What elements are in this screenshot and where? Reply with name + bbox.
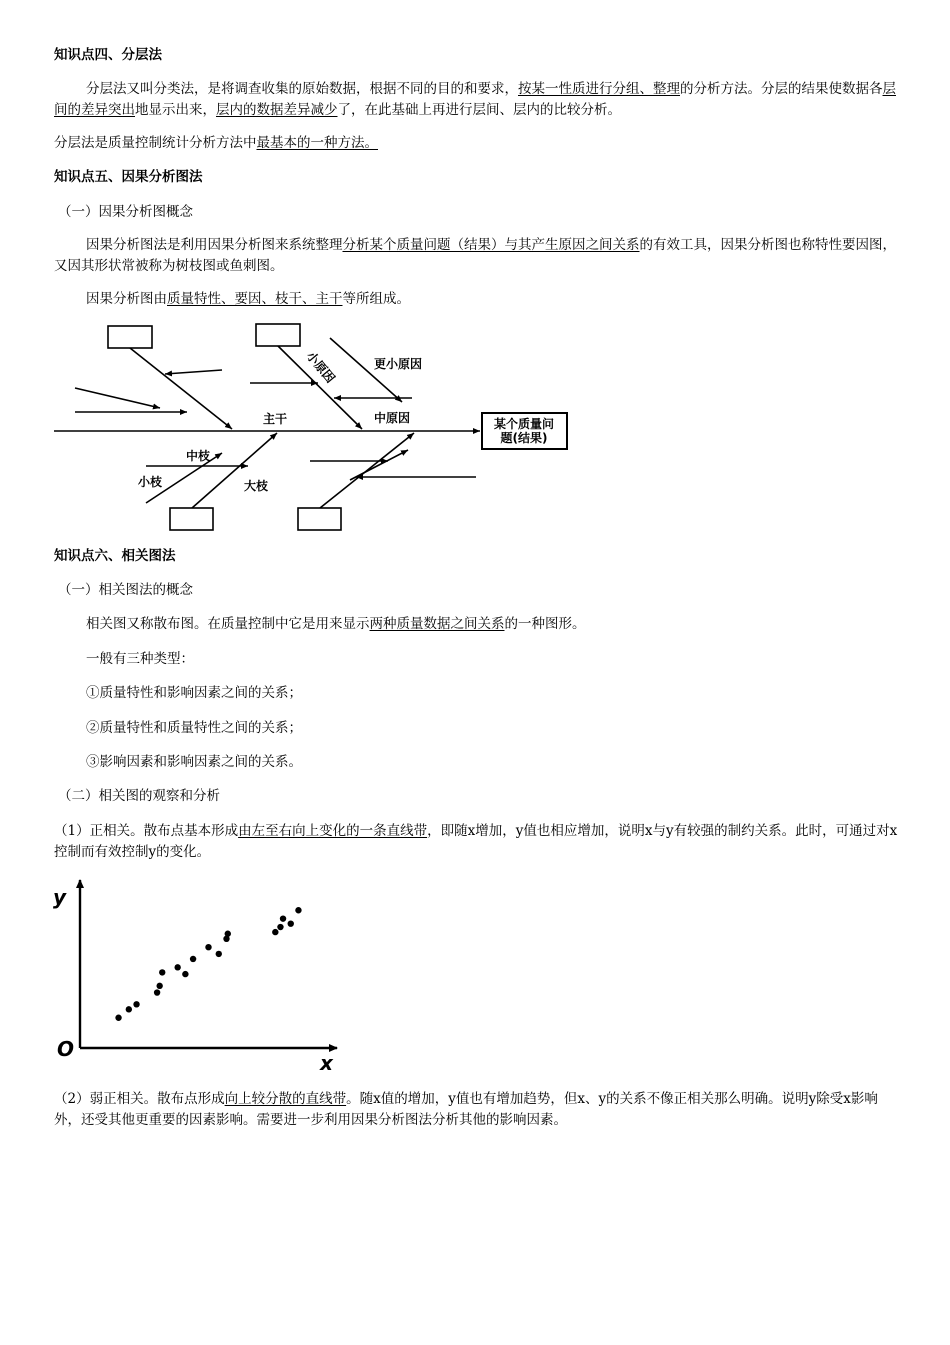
section-title: 知识点四、分层法	[54, 47, 162, 63]
scatter-point	[154, 989, 160, 995]
text: 了，在此基础上再进行层间、层内的比较分析。	[337, 102, 621, 118]
scatter-point	[174, 964, 180, 970]
label-middle-cause: 中原因	[374, 411, 411, 425]
text: 地显示出来，	[135, 102, 216, 118]
scatter-point	[159, 969, 165, 975]
section-title: 知识点六、相关图法	[54, 548, 176, 564]
text: 等所组成。	[342, 291, 410, 307]
result-label-line2: 题(结果)	[500, 431, 548, 445]
text: ，即随x增加，y值也相应增加，说明x与y有较强的制约关系。此时，可通过对x控制而有效控制y的变化。	[54, 823, 898, 860]
label-smaller-cause: 更小原因	[374, 357, 423, 371]
scatter-point	[295, 907, 301, 913]
paragraph	[54, 235, 900, 277]
cause-box	[298, 508, 341, 530]
scatter-point	[225, 931, 231, 937]
cause-box	[108, 326, 152, 348]
scatter-plot	[45, 872, 355, 1077]
label-small-cause: 小原因	[303, 348, 338, 386]
x-axis-label: x	[320, 1051, 333, 1075]
text: 。随x值的增加，y值也有增加趋势，但x、y的关系不像正相关那么明确。说明y除受x影响外，还受其他更重要的因素影响。需要进一步利用因果分析图法分析其他的影响因素。	[54, 1091, 878, 1128]
text: （1）正相关。散布点基本形成	[54, 823, 239, 839]
fishbone-diagram	[0, 318, 600, 536]
underlined-text: 向上较分散的直线带	[224, 1091, 347, 1107]
cause-box	[256, 324, 300, 346]
branch-arrow	[75, 388, 160, 408]
underlined-text: 分析某个质量问题（结果）与其产生原因之间关系	[342, 237, 640, 253]
scatter-point	[205, 944, 211, 950]
branch-arrow	[350, 450, 408, 480]
text: 的一种图形。	[504, 616, 586, 632]
text: 因果分析图法是利用因果分析图来系统整理	[86, 237, 343, 253]
paragraph	[54, 614, 900, 635]
underlined-text: 按某一性质进行分组、整理	[518, 81, 680, 97]
paragraph	[54, 1089, 900, 1131]
paragraph	[54, 79, 900, 121]
paragraph	[54, 133, 900, 154]
underlined-text: 两种质量数据之间关系	[369, 616, 505, 632]
section-title: 知识点五、因果分析图法	[54, 169, 203, 185]
paragraph	[54, 821, 900, 863]
text: （2）弱正相关。散布点形成	[54, 1091, 225, 1107]
text: 的分析方法。分层的结果使数据各	[680, 81, 883, 97]
scatter-point	[277, 924, 283, 930]
text: 的有效工具，因果分析图也称特性要因图，又因其形状常被称为树枝图或鱼刺图。	[54, 237, 896, 274]
scatter-point	[126, 1006, 132, 1012]
origin-label: O	[57, 1037, 75, 1061]
underlined-text: 层内的数据差异减少	[216, 102, 338, 118]
scatter-points	[115, 907, 301, 1021]
label-big-branch: 大枝	[244, 479, 269, 493]
label-middle-branch: 中枝	[186, 449, 211, 463]
branch-arrow	[165, 370, 222, 374]
scatter-point	[280, 915, 286, 921]
underlined-text: 最基本的一种方法。	[256, 135, 378, 151]
types-intro: 一般有三种类型：	[86, 651, 194, 667]
scatter-point	[216, 951, 222, 957]
scatter-point	[182, 971, 188, 977]
scatter-point	[156, 983, 162, 989]
scatter-point	[133, 1001, 139, 1007]
main-bone	[192, 433, 277, 508]
list-item: ③影响因素和影响因素之间的关系。	[86, 754, 302, 770]
text: 相关图又称散布图。在质量控制中它是用来显示	[86, 616, 370, 632]
paragraph	[54, 289, 900, 310]
main-bone	[130, 348, 232, 429]
label-small-branch: 小枝	[138, 475, 163, 489]
scatter-point	[190, 956, 196, 962]
underlined-text: 质量特性、要因、枝干、主干	[167, 291, 343, 307]
text: 分层法又叫分类法，是将调查收集的原始数据，根据不同的目的和要求，	[86, 81, 518, 97]
result-label-line1: 某个质量问	[493, 417, 555, 431]
y-axis-label: y	[53, 885, 67, 909]
subsection-title: （一）因果分析图概念	[58, 204, 193, 220]
list-item: ①质量特性和影响因素之间的关系；	[86, 685, 302, 701]
text: 因果分析图由	[86, 291, 167, 307]
scatter-point	[115, 1015, 121, 1021]
text: 分层法是质量控制统计分析方法中	[54, 135, 257, 151]
subsection-title: （一）相关图法的概念	[58, 582, 193, 598]
subsection-title: （二）相关图的观察和分析	[58, 788, 220, 804]
list-item: ②质量特性和质量特性之间的关系；	[86, 720, 302, 736]
label-spine: 主干	[263, 412, 288, 426]
underlined-text: 由左至右向上变化的一条直线带	[238, 823, 428, 839]
scatter-point	[272, 929, 278, 935]
cause-box	[170, 508, 213, 530]
scatter-point	[288, 920, 294, 926]
underlined-text: 层间的差异突出	[54, 81, 896, 118]
